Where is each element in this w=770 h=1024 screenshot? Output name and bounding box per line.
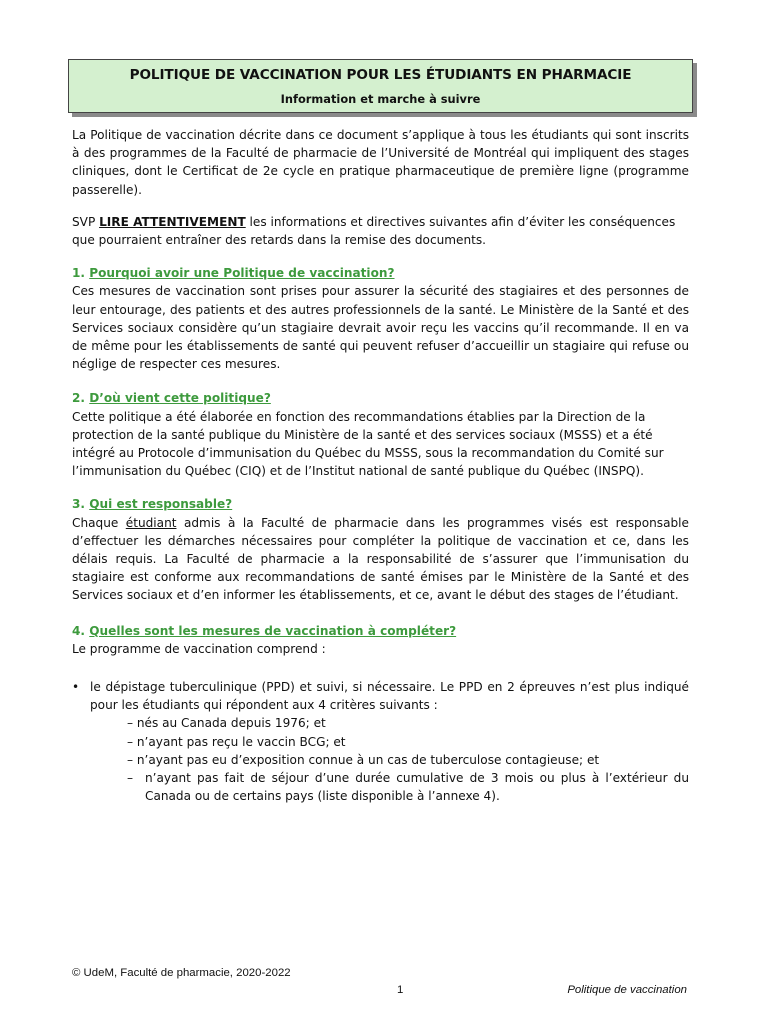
footer-copyright: © UdeM, Faculté de pharmacie, 2020-2022 [72,967,291,979]
section-3-number: 3. [72,497,90,512]
section-3-heading [72,495,689,513]
list-item [72,678,689,714]
criterion-item: – n’ayant pas eu d’exposition connue à un cas de tuberculose contagieuse; et [127,752,600,767]
dash-marker: – [127,771,134,786]
section-3-lead: Chaque [72,515,126,530]
intro-paragraph: La Politique de vaccination décrite dans ce document s’applique à tous les étudiants qui sont inscrits à des programmes de la Faculté de pharmacie de l’Université de Montréal qui impliquent des stages cliniques, dont le Certificat de 2e cycle en pratique pharmaceutique de première ligne (programme passerelle). [72,128,689,197]
section-1-heading [72,264,689,282]
section-3-rest: admis à la Faculté de pharmacie dans les programmes visés est responsable d’effectuer les démarches nécessaires pour compléter la politique de vaccination et ce, dans les délais requis. La Faculté de pharmacie a la responsabilité de s’assurer que l’immunisation du stagiaire est conforme aux recommandations de santé émises par le Ministère de la Santé et des Services sociaux et d’en informer les établissements, et ce, avant le début des stages de l’étudiant. [72,515,689,603]
section-2-body: Cette politique a été élaborée en fonction des recommandations établies par la Direction de la protection de la santé publique du Ministère de la santé et des services sociaux (MSSS) et a été intégré au Protocole d’immunisation du Québec du MSSS, sous la recommandation du Comité sur l’immunisation du Québec (CIQ) et de l’Institut national de santé publique du Québec (INSPQ). [72,409,664,479]
bullet-text: le dépistage tuberculinique (PPD) et suivi, si nécessaire. Le PPD en 2 épreuves n’est plus indiqué pour les étudiants qui répondent aux 4 critères suivants : [90,680,689,713]
bullet-icon: • [72,680,80,695]
criterion-item [72,769,689,805]
instruction-paragraph [72,213,689,249]
footer-doc-title: Politique de vaccination [567,984,687,996]
section-1-number: 1. [72,266,90,281]
document-body [72,126,689,806]
section-1-body: Ces mesures de vaccination sont prises pour assurer la sécurité des stagiaires et des personnes de leur entourage, des patients et des autres professionnels de la santé. Le Ministère de la Santé et des Services sociaux considère qu’un stagiaire devrait avoir reçu les vaccins qu’il recommande. Il en va de même pour les établissements de santé qui peuvent refuser d’accueillir un stagiaire qui refuse ou néglige de respecter ces mesures. [72,284,689,372]
section-2-number: 2. [72,391,90,406]
instruction-lead: SVP [72,214,100,229]
section-4-title: Quelles sont les mesures de vaccination à compléter? [89,623,457,638]
section-4-body: Le programme de vaccination comprend : [72,641,326,656]
criterion-text: n’ayant pas fait de séjour d’une durée cumulative de 3 mois ou plus à l’extérieur du Canada ou de certains pays (liste disponible à l’annexe 4). [145,771,689,804]
section-3-title: Qui est responsable? [89,497,233,512]
section-1-title: Pourquoi avoir une Politique de vaccination? [89,266,395,281]
criterion-item: – nés au Canada depuis 1976; et [127,716,326,731]
section-4-number: 4. [72,623,90,638]
footer-page-number: 1 [397,984,404,996]
section-2-heading [72,389,689,407]
criterion-item: – n’ayant pas reçu le vaccin BCG; et [127,734,346,749]
section-3-body [72,514,689,605]
page-title: POLITIQUE DE VACCINATION POUR LES ÉTUDIANTS EN PHARMACIE [129,67,632,83]
title-box [68,59,693,113]
page-subtitle: Information et marche à suivre [280,92,481,106]
instruction-rest: les informations et directives suivantes afin d’éviter les conséquences que pourraient entraîner des retards dans la remise des documents. [72,214,676,248]
section-4-heading [72,622,689,640]
instruction-emphasis: LIRE ATTENTIVEMENT [99,214,246,229]
section-3-underlined: étudiant [125,515,177,530]
section-2-title: D’où vient cette politique? [89,391,271,406]
